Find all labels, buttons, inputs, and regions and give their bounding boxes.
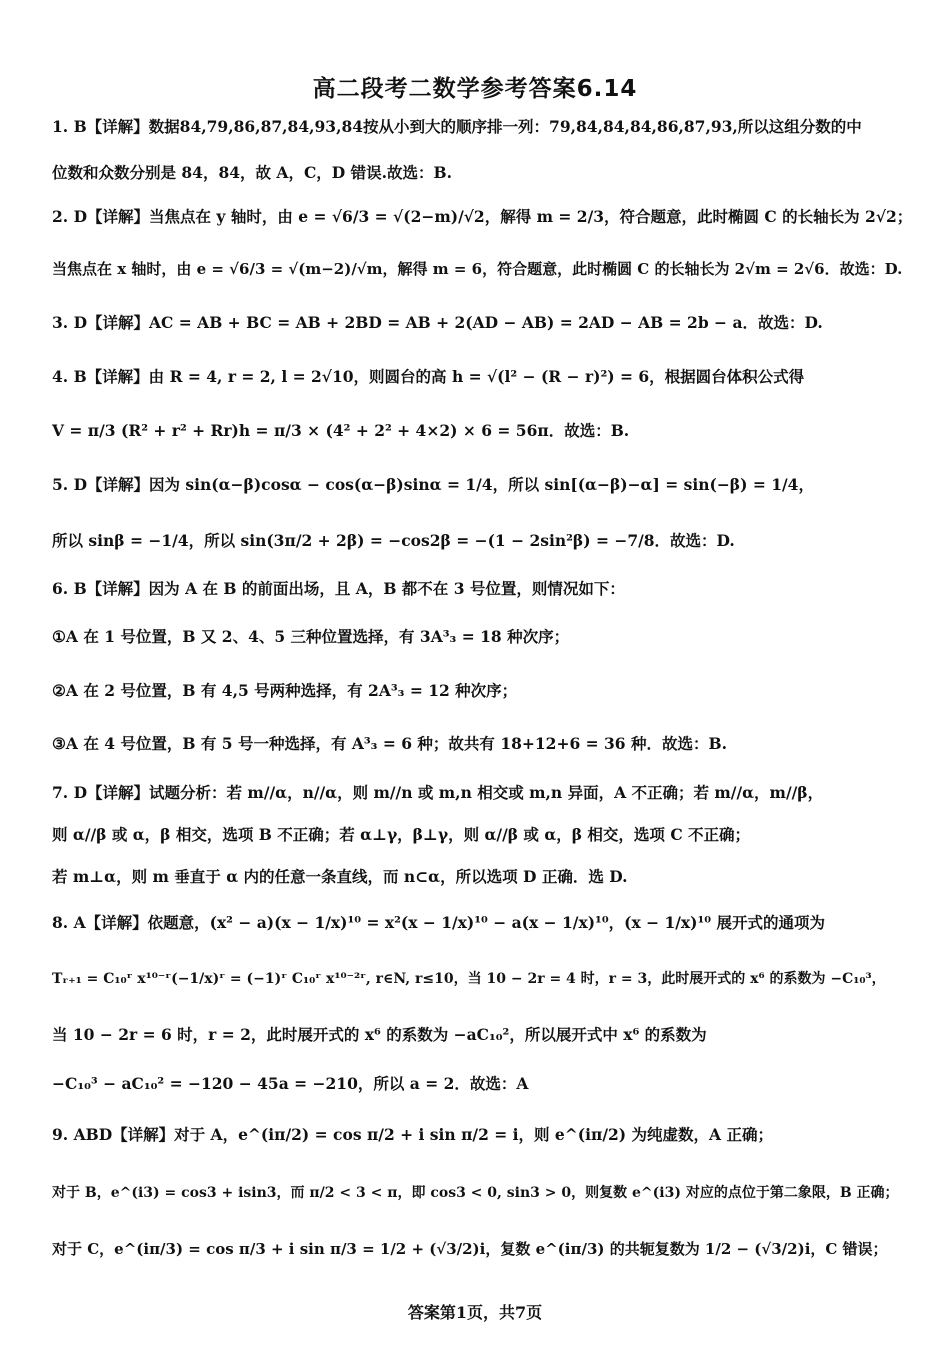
- text-line: 对于 C，e^(iπ/3) = cos π/3 + i sin π/3 = 1/2 + (√3/2)i，复数 e^(iπ/3) 的共轭复数为 1/2 − (√3/2)i，C 错误；: [52, 1240, 888, 1258]
- text-line: 若 m⊥α，则 m 垂直于 α 内的任意一条直线，而 n⊂α，所以选项 D 正确．选 D.: [52, 867, 628, 886]
- text-line: 当焦点在 x 轴时，由 e = √6/3 = √(m−2)/√m，解得 m = 6，符合题意，此时椭圆 C 的长轴长为 2√m = 2√6．故选：D.: [52, 260, 903, 278]
- text-line: 8. A【详解】依题意，(x² − a)(x − 1/x)¹⁰ = x²(x − 1/x)¹⁰ − a(x − 1/x)¹⁰，(x − 1/x)¹⁰ 展开式的通项为: [52, 913, 825, 932]
- text-line: V = π/3 (R² + r² + Rr)h = π/3 × (4² + 2² + 4×2) × 6 = 56π．故选：B.: [52, 421, 630, 440]
- page-footer: 答案第1页，共7页: [407, 1303, 543, 1322]
- text-line: 1. B【详解】数据84,79,86,87,84,93,84按从小到大的顺序排一列：79,84,84,84,86,87,93,所以这组分数的中: [52, 117, 862, 136]
- text-line: 位数和众数分别是 84，84，故 A，C，D 错误.故选：B.: [52, 163, 453, 182]
- text-line: 5. D【详解】因为 sin(α−β)cosα − cos(α−β)sinα = 1/4，所以 sin[(α−β)−α] = sin(−β) = 1/4，: [52, 475, 814, 494]
- text-line: ①A 在 1 号位置，B 又 2、4、5 三种位置选择，有 3A³₃ = 18 种次序；: [52, 627, 570, 646]
- text-line: 当 10 − 2r = 6 时，r = 2，此时展开式的 x⁶ 的系数为 −aC₁₀²，所以展开式中 x⁶ 的系数为: [52, 1025, 707, 1044]
- text-line: 9. ABD【详解】对于 A，e^(iπ/2) = cos π/2 + i sin π/2 = i，则 e^(iπ/2) 为纯虚数，A 正确；: [52, 1125, 773, 1144]
- text-line: 对于 B，e^(i3) = cos3 + isin3，而 π/2 < 3 < π，即 cos3 < 0, sin3 > 0，则复数 e^(i3) 对应的点位于第二象限，B 正确；: [52, 1185, 899, 1201]
- text-line: ②A 在 2 号位置，B 有 4,5 号两种选择，有 2A³₃ = 12 种次序；: [52, 681, 518, 700]
- text-line: −C₁₀³ − aC₁₀² = −120 − 45a = −210，所以 a = 2．故选：A: [52, 1074, 529, 1093]
- text-line: 3. D【详解】AC = AB + BC = AB + 2BD = AB + 2(AD − AB) = 2AD − AB = 2b − a．故选：D.: [52, 313, 823, 332]
- text-line: 则 α//β 或 α，β 相交，选项 B 不正确；若 α⊥γ，β⊥γ，则 α//β 或 α，β 相交，选项 C 不正确；: [52, 825, 751, 844]
- text-line: 所以 sinβ = −1/4，所以 sin(3π/2 + 2β) = −cos2β = −(1 − 2sin²β) = −7/8．故选：D.: [52, 531, 735, 550]
- text-line: Tᵣ₊₁ = C₁₀ʳ x¹⁰⁻ʳ(−1/x)ʳ = (−1)ʳ C₁₀ʳ x¹⁰⁻²ʳ, r∈N, r≤10，当 10 − 2r = 4 时，r = 3，此时展开式的 x⁶ 的系数为 −C₁₀³，: [52, 971, 886, 987]
- text-line: 7. D【详解】试题分析：若 m//α，n//α，则 m//n 或 m,n 相交或 m,n 异面，A 不正确；若 m//α，m//β，: [52, 783, 824, 802]
- text-line: 4. B【详解】由 R = 4, r = 2, l = 2√10，则圆台的高 h = √(l² − (R − r)²) = 6，根据圆台体积公式得: [52, 367, 805, 386]
- page-title: 高二段考二数学参考答案6.14: [312, 76, 638, 102]
- text-line: ③A 在 4 号位置，B 有 5 号一种选择，有 A³₃ = 6 种；故共有 18+12+6 = 36 种．故选：B.: [52, 734, 727, 753]
- text-line: 2. D【详解】当焦点在 y 轴时，由 e = √6/3 = √(2−m)/√2，解得 m = 2/3，符合题意，此时椭圆 C 的长轴长为 2√2；: [52, 207, 913, 226]
- text-line: 6. B【详解】因为 A 在 B 的前面出场，且 A，B 都不在 3 号位置，则情况如下：: [52, 579, 625, 598]
